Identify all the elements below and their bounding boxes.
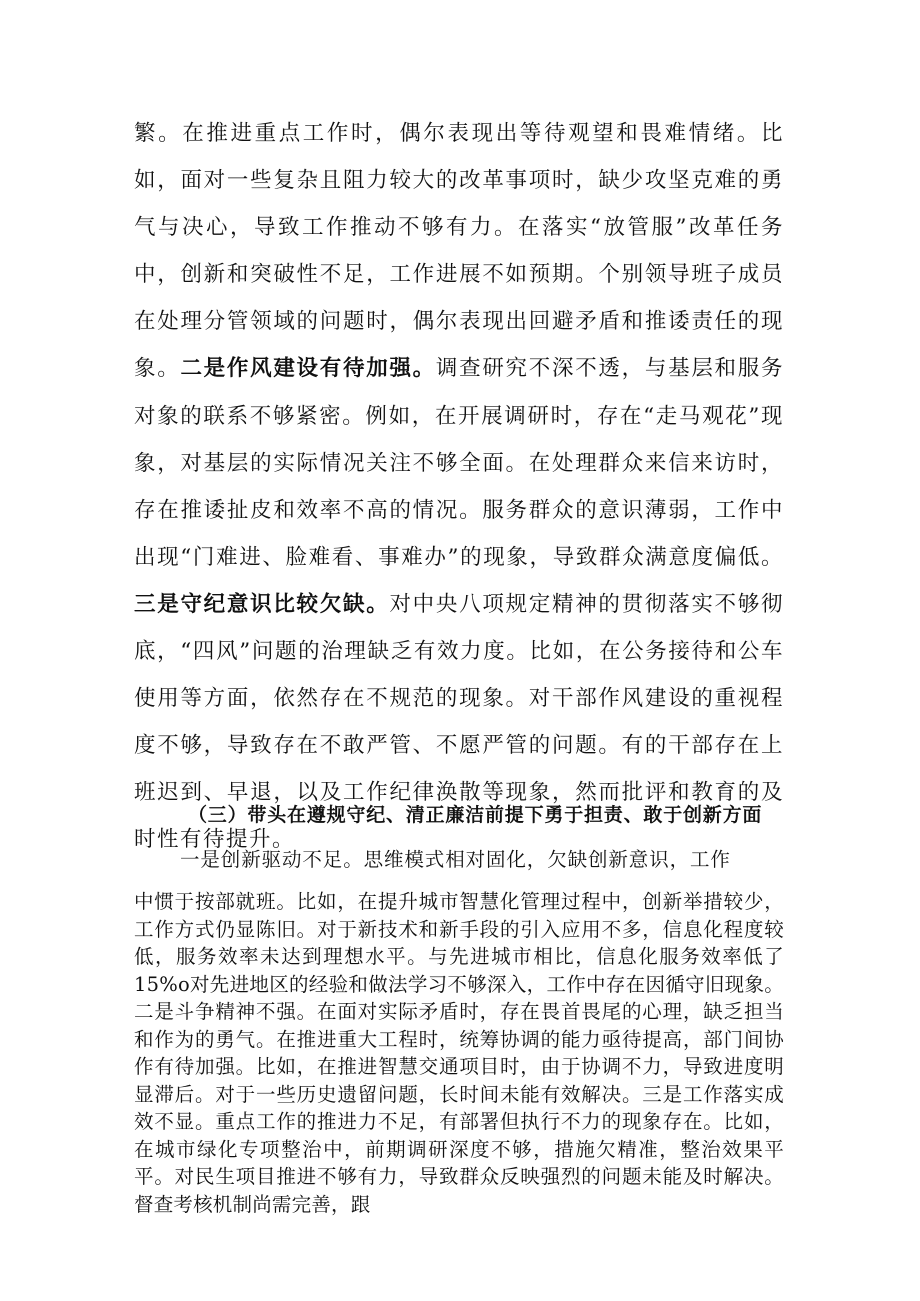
paragraph-first-line: 一是创新驱动不足。思维模式相对固化，欠缺创新意识，工作 [180, 848, 731, 871]
bold-subheading: 三是守纪意识比较欠缺。 [134, 591, 390, 617]
paragraph-text: 繁。在推进重点工作时，偶尔表现出等待观望和畏难情绪。比如，面对一些复杂且阻力较大的改革事项时，缺少攻坚克难的勇气与决心，导致工作推动不够有力。在落实“放管服”改革任务中，创新和突破性不足，工作进展不如预期。个别领导班子成员在处理分管领域的问题时，偶尔表现出回避矛盾和推诿责任的现象。 [134, 121, 784, 382]
paragraph-text: 调查研究不深不透，与基层和服务对象的联系不够紧密。例如，在开展调研时，存在“走马观花”现象，对基层的实际情况关注不够全面。在处理群众来信来访时，存在推诿扯皮和效率不高的情况。服务群众的意识薄弱，工作中出现“门难进、脸难看、事难办”的现象，导致群众满意度偏低。 [134, 356, 784, 570]
paragraph-text: 对中央八项规定精神的贯彻落实不够彻底，“四风”问题的治理缺乏有效力度。比如，在公务接待和公车使用等方面，依然存在不规范的现象。对干部作风建设的重视程度不够，导致存在不敢严管、不愿严管的问题。有的干部存在上班迟到、早退，以及工作纪律涣散等现象，然而批评和教育的及时性有待提升。 [134, 591, 784, 853]
section-heading: （三）带头在遵规守纪、清正廉洁前提下勇于担责、敢于创新方面 [188, 804, 763, 826]
body-paragraph-2: 中惯于按部就班。比如，在提升城市智慧化管理过程中，创新举措较少，工作方式仍显陈旧。对于新技术和新手段的引入应用不多，信息化程度较低，服务效率未达到理想水平。与先进城市相比，信息化服务效率低了15%o对先进地区的经验和做法学习不够深入，工作中存在因循守旧现象。二是斗争精神不强。在面对实际矛盾时，存在畏首畏尾的心理，缺乏担当和作为的勇气。在推进重大工程时，统筹协调的能力亟待提高，部门间协作有待加强。比如，在推进智慧交通项目时，由于协调不力，导致进度明显滞后。对于一些历史遗留问题，长时间未能有效解决。三是工作落实成效不显。重点工作的推进力不足，有部署但执行不力的现象存在。比如，在城市绿化专项整治中，前期调研深度不够，措施欠精准，整治效果平平。对民生项目推进不够有力，导致群众反映强烈的问题未能及时解决。督查考核机制尚需完善，跟 [134, 890, 784, 1216]
body-paragraph-1 [134, 110, 784, 864]
bold-subheading: 二是作风建设有待加强。 [180, 356, 436, 382]
